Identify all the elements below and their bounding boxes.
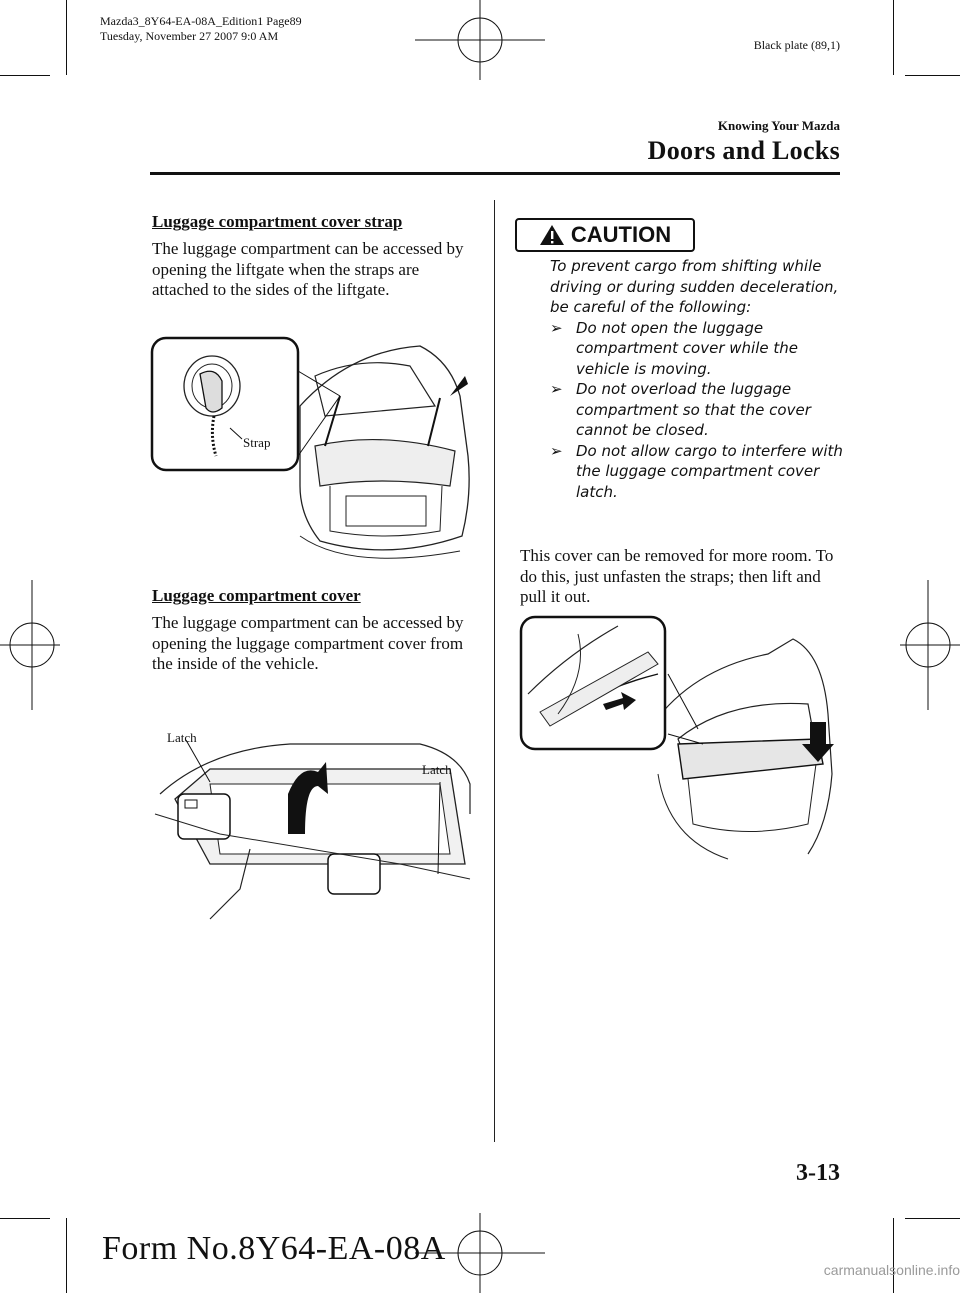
cover-heading: Luggage compartment cover <box>152 586 361 605</box>
column-divider <box>494 200 495 1142</box>
arrow-bullet-icon: ➢ <box>550 318 563 337</box>
latch-label-right: Latch <box>422 762 452 777</box>
crop-mark <box>66 0 67 75</box>
registration-mark-right <box>900 580 960 710</box>
page-number: 3-13 <box>796 1160 840 1186</box>
cover-body: The luggage compartment can be accessed by opening the luggage compartment cover from the inside of the vehicle. <box>152 613 464 673</box>
arrow-bullet-icon: ➢ <box>550 380 563 398</box>
caution-intro: To prevent cargo from shifting while driving or during sudden deceleration, be careful of the following: <box>550 257 839 316</box>
registration-mark-top <box>415 0 545 80</box>
print-info <box>100 14 302 44</box>
crop-mark <box>905 75 960 76</box>
crop-mark <box>905 1218 960 1219</box>
crop-mark <box>0 75 50 76</box>
strap-heading: Luggage compartment cover strap <box>152 212 403 231</box>
registration-mark-left <box>0 580 60 710</box>
crop-mark <box>893 0 894 75</box>
caution-item-text: Do not overload the luggage compartment so that the cover cannot be closed. <box>576 380 811 439</box>
strap-figure <box>150 336 480 580</box>
caution-item <box>550 318 850 380</box>
plate-info: Black plate (89,1) <box>753 38 840 52</box>
form-number: Form No.8Y64-EA-08A <box>102 1230 446 1267</box>
watermark: carmanualsonline.info <box>823 1262 960 1278</box>
title-rule <box>150 172 840 175</box>
crop-mark <box>893 1218 894 1293</box>
page-title: Doors and Locks <box>647 136 840 165</box>
warning-icon <box>539 224 565 246</box>
strap-body: The luggage compartment can be accessed by opening the liftgate when the straps are attached to the sides of the liftgate. <box>152 239 464 299</box>
crop-mark <box>0 1218 50 1219</box>
caution-box <box>515 218 695 252</box>
removal-body: This cover can be removed for more room. To do this, just unfasten the straps; then lift and pull it out. <box>520 546 834 606</box>
caution-item-text: Do not open the luggage compartment cover while the vehicle is moving. <box>576 318 798 378</box>
date-line: Tuesday, November 27 2007 9:0 AM <box>100 29 279 43</box>
caution-label: CAUTION <box>570 222 672 247</box>
cover-removal-figure <box>518 614 840 870</box>
caution-item-text: Do not allow cargo to interfere with the luggage compartment cover latch. <box>576 441 843 501</box>
file-line: Mazda3_8Y64-EA-08A_Edition1 Page89 <box>100 14 302 28</box>
section-label: Knowing Your Mazda <box>717 118 840 133</box>
latch-label-left: Latch <box>167 730 197 745</box>
crop-mark <box>66 1218 67 1293</box>
cover-latch-figure <box>150 724 480 934</box>
strap-label: Strap <box>243 435 271 450</box>
caution-item <box>550 379 850 441</box>
caution-item <box>550 441 850 503</box>
arrow-bullet-icon: ➢ <box>550 441 563 460</box>
caution-content <box>550 256 850 502</box>
